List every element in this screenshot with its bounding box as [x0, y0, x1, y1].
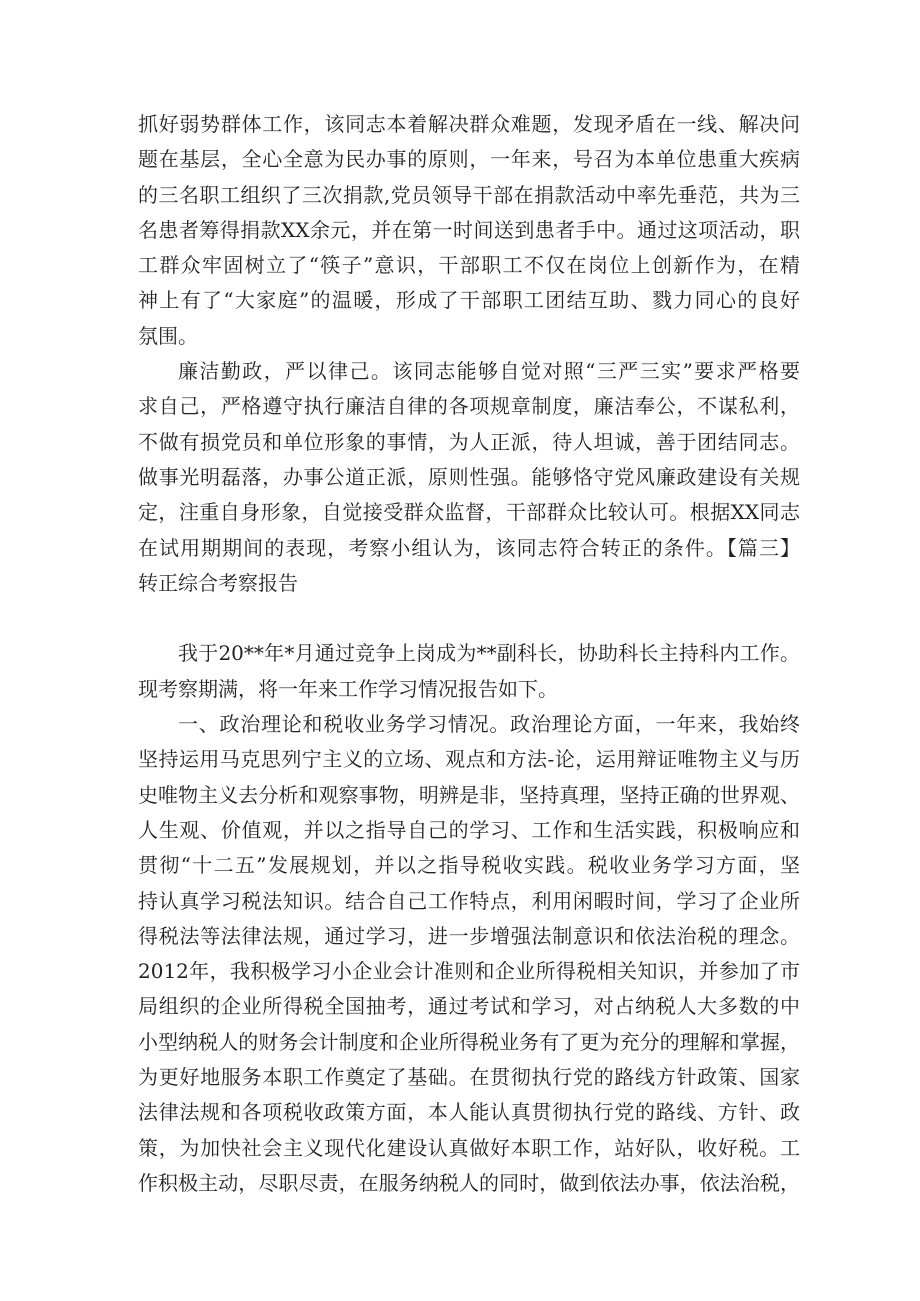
blank-line	[138, 601, 800, 636]
text-line: 法律法规和各项税收政策方面，本人能认真贯彻执行党的路线、方针、政	[138, 1100, 800, 1125]
paragraph-4	[138, 707, 800, 1201]
text-line: 人生观、价值观，并以之指导自己的学习、工作和生活实践，积极响应和	[138, 817, 800, 842]
text-line: 神上有了“大家庭”的温暖，形成了干部职工团结互助、戮力同心的良好	[138, 288, 800, 313]
text-line: 在试用期期间的表现，考察小组认为，该同志符合转正的条件。【篇三】	[138, 535, 800, 560]
paragraph-1	[138, 107, 800, 354]
paragraph-2	[138, 354, 800, 601]
paragraph-3	[138, 636, 800, 707]
text-line: 抓好弱势群体工作，该同志本着解决群众难题，发现矛盾在一线、解决问	[138, 112, 800, 136]
text-line: 做事光明磊落，办事公道正派，原则性强。能够恪守党风廉政建设有关规	[138, 464, 800, 489]
text-line: 氛围。	[138, 323, 198, 348]
text-line: 作积极主动，尽职尽责，在服务纳税人的同时，做到依法办事，依法治税，	[138, 1170, 800, 1195]
document-body	[138, 107, 800, 1201]
text-line: 求自己，严格遵守执行廉洁自律的各项规章制度，廉洁奉公，不谋私利，	[138, 394, 800, 419]
text-line: 局组织的企业所得税全国抽考，通过考试和学习，对占纳税人大多数的中	[138, 994, 800, 1019]
text-line: 现考察期满，将一年来工作学习情况报告如下。	[138, 676, 558, 701]
text-line: 工群众牢固树立了“筷子”意识，干部职工不仅在岗位上创新作为，在精	[138, 253, 800, 278]
text-line: 持认真学习税法知识。结合自己工作特点，利用闲暇时间，学习了企业所	[138, 888, 800, 913]
text-line: 的三名职工组织了三次捐款,党员领导干部在捐款活动中率先垂范，共为三	[138, 182, 800, 207]
text-line: 坚持运用马克思列宁主义的立场、观点和方法-论，运用辩证唯物主义与历	[138, 747, 800, 772]
text-line: 廉洁勤政，严以律己。该同志能够自觉对照“三严三实”要求严格要	[178, 359, 800, 384]
section-heading: 转正综合考察报告	[138, 570, 298, 595]
text-line: 一、政治理论和税收业务学习情况。政治理论方面，一年来，我始终	[178, 712, 800, 737]
text-line: 名患者筹得捐款XX余元，并在第一时间送到患者手中。通过这项活动，职	[138, 217, 800, 242]
text-line: 得税法等法律法规，通过学习，进一步增强法制意识和依法治税的理念。	[138, 923, 800, 948]
text-line: 定，注重自身形象，自觉接受群众监督，干部群众比较认可。根据XX同志	[138, 500, 800, 525]
text-line: 不做有损党员和单位形象的事情，为人正派，待人坦诚，善于团结同志。	[138, 429, 800, 454]
text-line: 小型纳税人的财务会计制度和企业所得税业务有了更为充分的理解和掌握，	[138, 1029, 800, 1054]
text-line: 史唯物主义去分析和观察事物，明辨是非，坚持真理，坚持正确的世界观、	[138, 782, 800, 807]
text-line: 为更好地服务本职工作奠定了基础。在贯彻执行党的路线方针政策、国家	[138, 1065, 800, 1090]
text-line: 我于20**年*月通过竞争上岗成为**副科长，协助科长主持科内工作。	[178, 641, 800, 666]
text-line: 贯彻“十二五”发展规划，并以之指导税收实践。税收业务学习方面，坚	[138, 853, 800, 878]
text-line: 题在基层，全心全意为民办事的原则，一年来，号召为本单位患重大疾病	[138, 147, 800, 172]
text-line: 2012年，我积极学习小企业会计准则和企业所得税相关知识，并参加了市	[138, 959, 800, 984]
text-line: 策，为加快社会主义现代化建设认真做好本职工作，站好队，收好税。工	[138, 1135, 800, 1160]
